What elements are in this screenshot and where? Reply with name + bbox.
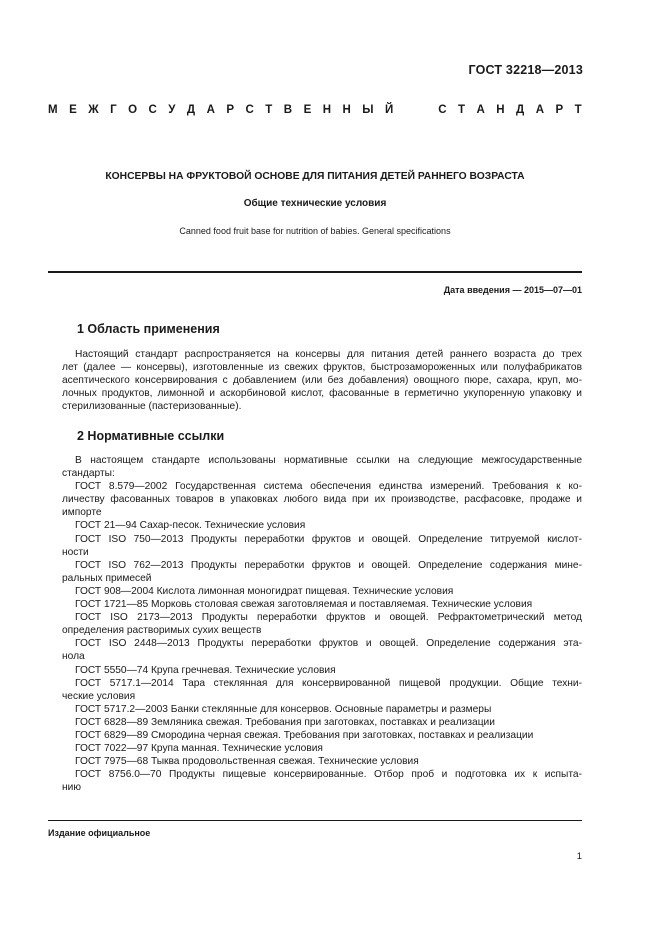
reference-line: стандарты: (62, 468, 115, 480)
banner-letter: Т (574, 104, 582, 116)
reference-line: ГОСТ 5717.2—2003 Банки стеклянные для консервов. Основные параметры и размеры (75, 703, 492, 715)
banner-letter: А (476, 104, 485, 116)
reference-line: ральных примесей (62, 572, 152, 584)
reference-line: ческие условия (62, 690, 136, 702)
banner-letter: Р (555, 104, 564, 116)
banner-letter: О (128, 104, 138, 116)
reference-line: нию (62, 782, 81, 794)
banner-letter: Н (322, 104, 332, 116)
section-1-body (62, 348, 582, 413)
standard-code: ГОСТ 32218—2013 (468, 63, 583, 77)
reference-line: ГОСТ 908—2004 Кислота лимонная моногидрат пищевая. Технические условия (75, 585, 454, 597)
page-number: 1 (576, 851, 582, 862)
reference-line: ГОСТ ISO 750—2013 Продукты переработки фруктов и овощей. Определение титруемой кислот- (75, 533, 582, 545)
reference-line: ГОСТ 5550—74 Крупа гречневая. Технические условия (75, 664, 336, 676)
banner-letter: Ы (362, 104, 374, 116)
banner-letter: М (48, 104, 58, 116)
banner-letter: Н (496, 104, 505, 116)
reference-line: ности (62, 546, 89, 558)
banner-letter: А (535, 104, 545, 116)
banner-letter: Н (342, 104, 351, 116)
reference-line: ГОСТ 6828—89 Земляника свежая. Требования при заготовках, поставках и реализации (75, 716, 495, 728)
banner-letter: С (245, 104, 254, 116)
document-title: КОНСЕРВЫ НА ФРУКТОВОЙ ОСНОВЕ ДЛЯ ПИТАНИЯ ДЕТЕЙ РАННЕГО ВОЗРАСТА (105, 171, 525, 182)
banner-letter: В (283, 104, 293, 116)
banner-letter: Г (110, 104, 117, 116)
banner-letter: А (206, 104, 215, 116)
section-2-heading: 2 Нормативные ссылки (77, 429, 225, 443)
section-1-line: лочных продуктов, лимонной и аскорбиновой кислот, фасованные в герметично укупоренную упаковку и (62, 388, 582, 399)
banner-letter (405, 104, 427, 116)
official-edition-label: Издание официальное (48, 828, 151, 838)
banner-letter: Д (186, 104, 196, 116)
section-1-line: стерилизованные (пастеризованные). (62, 401, 242, 412)
banner-letter: С (148, 104, 157, 116)
banner-letter: Й (385, 104, 394, 116)
reference-line: импорте (62, 507, 102, 519)
reference-line: ГОСТ 8756.0—70 Продукты пищевые консервированные. Отбор проб и подготовка их к испыта- (75, 769, 582, 781)
footer-divider (48, 820, 582, 821)
banner-letter: Т (457, 104, 466, 116)
section-1-line: асептического консервирования с добавлением (или без добавления) овощного пюре, сахара, круп, мо- (62, 375, 582, 386)
banner-letter: У (168, 104, 176, 116)
reference-line: В настоящем стандарте использованы нормативные ссылки на следующие межгосударственные (75, 455, 582, 466)
banner-letter: Т (265, 104, 273, 116)
banner-letter: Е (69, 104, 77, 116)
reference-line: ГОСТ ISO 2448—2013 Продукты переработки фруктов и овощей. Определение содержания эта- (75, 638, 582, 650)
section-1-line: лет (далее — консервы), изготовленные из свежих фруктов, быстрозамороженных или полуфабрикатов (62, 362, 582, 373)
reference-line: личеству фасованных товаров в упаковках любого вида при их производстве, расфасовке, продаже и (62, 494, 582, 506)
reference-line: ГОСТ 6829—89 Смородина черная свежая. Требования при заготовках, поставках и реализации (75, 729, 534, 741)
reference-line: ГОСТ ISO 2173—2013 Продукты переработки фруктов и овощей. Рефрактометрический метод (75, 612, 582, 624)
section-1-line: Настоящий стандарт распространяется на консервы для питания детей раннего возраста до трех (75, 349, 582, 360)
interstate-standard-banner (48, 104, 582, 116)
banner-letter: Д (516, 104, 525, 116)
english-title: Canned food fruit base for nutrition of babies. General specifications (179, 226, 451, 236)
banner-letter: Ж (88, 104, 99, 116)
reference-line: ГОСТ 7975—68 Тыква продовольственная свежая. Технические условия (75, 756, 419, 768)
banner-letter: Р (226, 104, 235, 116)
normative-references (62, 454, 582, 794)
reference-line: определения растворимых сухих веществ (62, 625, 262, 637)
document-subtitle: Общие технические условия (243, 198, 387, 209)
reference-line: ГОСТ 1721—85 Морковь столовая свежая заготовляемая и поставляемая. Технические условия (75, 599, 533, 611)
introduction-date: Дата введения — 2015—07—01 (443, 285, 582, 295)
banner-letter: Е (303, 104, 312, 116)
reference-line: ГОСТ ISO 762—2013 Продукты переработки фруктов и овощей. Определение содержания мине- (75, 559, 582, 571)
reference-line: ГОСТ 5717.1—2014 Тара стеклянная для консервированной пищевой продукции. Общие техни- (75, 677, 582, 689)
reference-line: ГОСТ 8.579—2002 Государственная система обеспечения единства измерений. Требования к ко- (75, 481, 582, 493)
reference-line: ГОСТ 21—94 Сахар-песок. Технические условия (75, 520, 306, 532)
title-divider (48, 271, 582, 273)
reference-line: ГОСТ 7022—97 Крупа манная. Технические условия (75, 743, 323, 755)
reference-line: нола (62, 651, 85, 663)
banner-letter: С (438, 104, 447, 116)
section-1-heading: 1 Область применения (77, 322, 220, 336)
